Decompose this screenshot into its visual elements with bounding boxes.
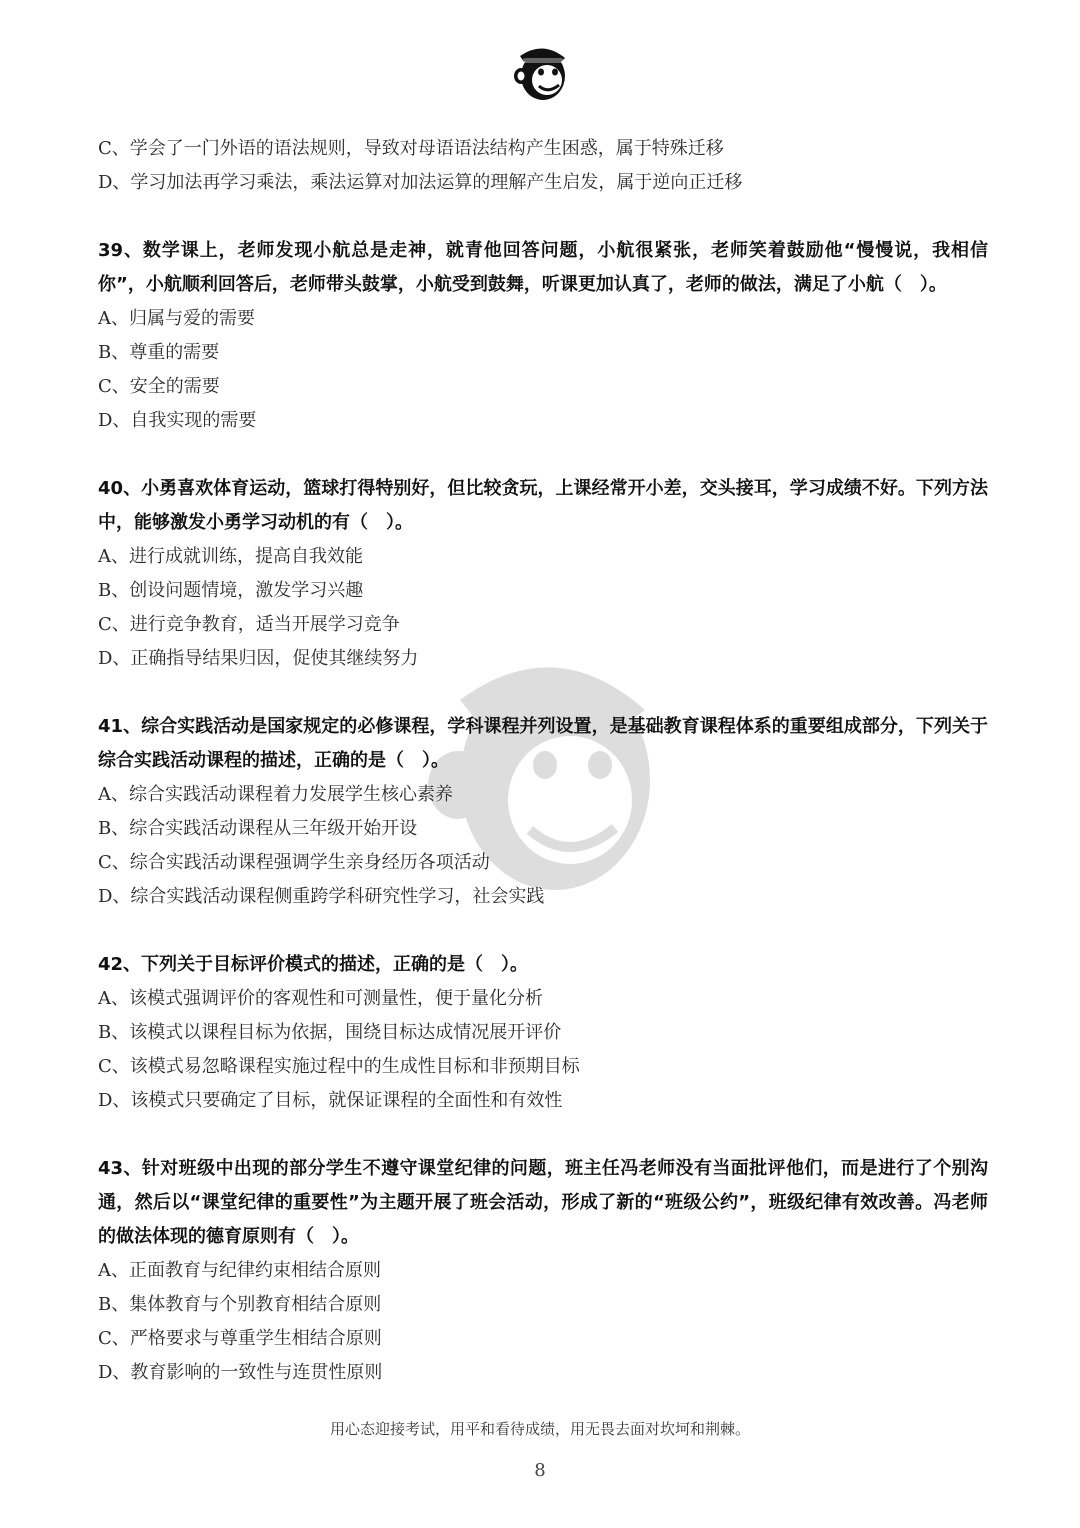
question-40-option-a: A、进行成就训练，提高自我效能 <box>98 546 363 567</box>
question-42-option-c: C、该模式易忽略课程实施过程中的生成性目标和非预期目标 <box>98 1056 580 1077</box>
question-40-option-d: D、正确指导结果归因，促使其继续努力 <box>98 648 419 669</box>
question-39-option-b: B、尊重的需要 <box>98 342 220 363</box>
question-39-option-c: C、安全的需要 <box>98 376 220 397</box>
question-41-option-c: C、综合实践活动课程强调学生亲身经历各项活动 <box>98 852 490 873</box>
question-40-stem: 40、小勇喜欢体育运动，篮球打得特别好，但比较贪玩，上课经常开小差，交头接耳，学习成绩不好。下列方法中，能够激发小勇学习动机的有（ ）。 <box>98 478 988 533</box>
prev-option-d: D、学习加法再学习乘法，乘法运算对加法运算的理解产生启发，属于逆向正迁移 <box>98 172 743 193</box>
question-39-stem: 39、数学课上，老师发现小航总是走神，就青他回答问题，小航很紧张，老师笑着鼓励他“慢慢说，我相信你”，小航顺利回答后，老师带头鼓掌，小航受到鼓舞，听课更加认真了，老师的做法，满足了小航（ ）。 <box>98 240 988 295</box>
monkey-mascot-logo-icon <box>503 38 575 104</box>
footer-motto: 用心态迎接考试，用平和看待成绩，用无畏去面对坎坷和荆棘。 <box>329 1420 750 1438</box>
prev-option-c: C、学会了一门外语的语法规则，导致对母语语法结构产生困惑，属于特殊迁移 <box>98 138 724 159</box>
question-39-option-d: D、自我实现的需要 <box>98 410 257 431</box>
question-42-stem: 42、下列关于目标评价模式的描述，正确的是（ ）。 <box>98 954 529 975</box>
question-43-stem: 43、针对班级中出现的部分学生不遵守课堂纪律的问题，班主任冯老师没有当面批评他们，而是进行了个别沟通，然后以“课堂纪律的重要性”为主题开展了班会活动，形成了新的“班级公约”，班级纪律有效改善。冯老师的做法体现的德育原则有（ ）。 <box>98 1158 988 1247</box>
question-41-option-b: B、综合实践活动课程从三年级开始开设 <box>98 818 418 839</box>
question-42-option-d: D、该模式只要确定了目标，就保证课程的全面性和有效性 <box>98 1090 563 1111</box>
question-43-option-b: B、集体教育与个别教育相结合原则 <box>98 1294 382 1315</box>
question-43-option-a: A、正面教育与纪律约束相结合原则 <box>98 1260 381 1281</box>
question-43-option-c: C、严格要求与尊重学生相结合原则 <box>98 1328 382 1349</box>
question-42-option-b: B、该模式以课程目标为依据，围绕目标达成情况展开评价 <box>98 1022 562 1043</box>
question-42-option-a: A、该模式强调评价的客观性和可测量性，便于量化分析 <box>98 988 543 1009</box>
question-39-option-a: A、归属与爱的需要 <box>98 308 255 329</box>
question-41-option-a: A、综合实践活动课程着力发展学生核心素养 <box>98 784 453 805</box>
question-41-stem: 41、综合实践活动是国家规定的必修课程，学科课程并列设置，是基础教育课程体系的重要组成部分，下列关于综合实践活动课程的描述，正确的是（ ）。 <box>98 716 988 771</box>
question-43-option-d: D、教育影响的一致性与连贯性原则 <box>98 1362 383 1383</box>
question-41-option-d: D、综合实践活动课程侧重跨学科研究性学习，社会实践 <box>98 886 545 907</box>
page-number: 8 <box>534 1460 546 1481</box>
document-body <box>98 132 988 1390</box>
question-40-option-c: C、进行竞争教育，适当开展学习竞争 <box>98 614 400 635</box>
question-40-option-b: B、创设问题情境，激发学习兴趣 <box>98 580 364 601</box>
